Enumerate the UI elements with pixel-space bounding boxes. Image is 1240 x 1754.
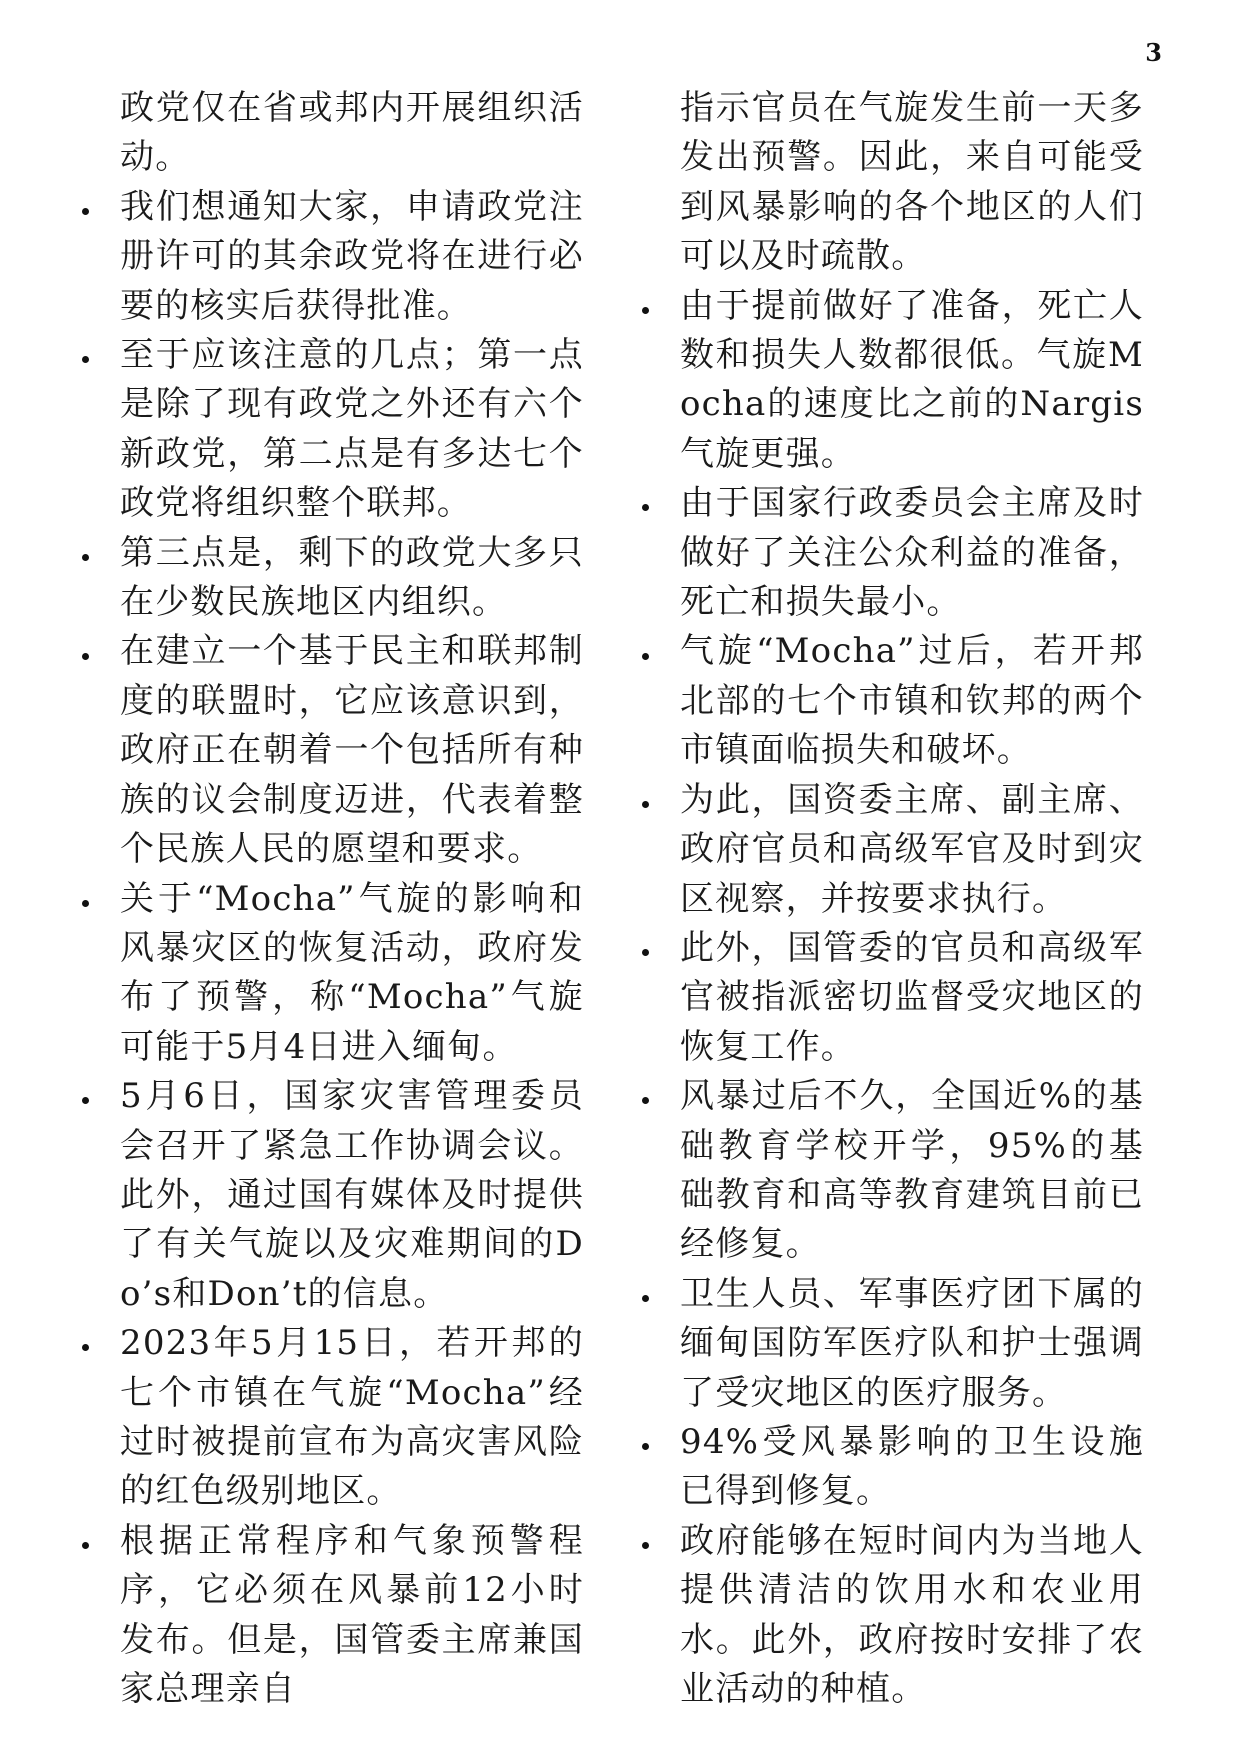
bullet-item — [74, 875, 584, 1073]
bullet-text: 5月6日，国家灾害管理委员会召开了紧急工作协调会议。此外，通过国有媒体及时提供了有关气旋以及灾难期间的Do’s和Don’t的信息。 — [120, 1076, 584, 1314]
bullet-item — [74, 183, 584, 331]
bullet-dot-icon — [638, 1418, 652, 1467]
bullet-text: 2023年5月15日，若开邦的七个市镇在气旋“Mocha”经过时被提前宣布为高灾害风险的红色级别地区。 — [120, 1323, 584, 1512]
bullet-dot-icon — [78, 331, 92, 380]
paragraph-continuation — [634, 84, 1144, 282]
bullet-dot-icon — [638, 479, 652, 528]
bullet-text: 在建立一个基于民主和联邦制度的联盟时，它应该意识到，政府正在朝着一个包括所有种族的议会制度迈进，代表着整个民族人民的愿望和要求。 — [120, 631, 584, 870]
bullet-dot-icon — [78, 1517, 92, 1566]
bullet-dot-icon — [78, 183, 92, 232]
bullet-item — [634, 776, 1144, 924]
bullet-dot-icon — [638, 924, 652, 973]
bullet-dot-icon — [638, 1270, 652, 1319]
bullet-dot-icon — [78, 1319, 92, 1368]
bullet-text: 我们想通知大家，申请政党注册许可的其余政党将在进行必要的核实后获得批准。 — [120, 186, 584, 326]
right-column — [634, 84, 1144, 1714]
bullet-item — [74, 627, 584, 874]
bullet-item — [634, 282, 1144, 480]
bullet-item — [74, 1072, 584, 1319]
bullet-item — [74, 1517, 584, 1715]
bullet-dot-icon — [638, 282, 652, 331]
bullet-text: 至于应该注意的几点；第一点是除了现有政党之外还有六个新政党，第二点是有多达七个政党将组织整个联邦。 — [120, 335, 584, 524]
left-column — [74, 84, 584, 1714]
bullet-item — [634, 479, 1144, 627]
bullet-dot-icon — [638, 627, 652, 676]
bullet-item — [634, 1270, 1144, 1418]
bullet-text: 根据正常程序和气象预警程序，它必须在风暴前12小时发布。但是，国管委主席兼国家总理亲自 — [120, 1520, 584, 1709]
bullet-text: 由于国家行政委员会主席及时做好了关注公众利益的准备，死亡和损失最小。 — [680, 483, 1144, 623]
bullet-dot-icon — [78, 875, 92, 924]
bullet-text: 政府能够在短时间内为当地人提供清洁的饮用水和农业用水。此外，政府按时安排了农业活动的种植。 — [680, 1520, 1144, 1709]
bullet-item — [634, 1418, 1144, 1517]
bullet-dot-icon — [638, 1072, 652, 1121]
bullet-dot-icon — [638, 776, 652, 825]
bullet-item — [74, 331, 584, 529]
bullet-item — [74, 1319, 584, 1517]
paragraph-text: 指示官员在气旋发生前一天多发出预警。因此，来自可能受到风暴影响的各个地区的人们可以及时疏散。 — [680, 88, 1144, 277]
bullet-text: 为此，国资委主席、副主席、政府官员和高级军官及时到灾区视察，并按要求执行。 — [680, 779, 1144, 919]
bullet-dot-icon — [78, 627, 92, 676]
bullet-dot-icon — [638, 1517, 652, 1566]
bullet-dot-icon — [78, 529, 92, 578]
bullet-text: 第三点是，剩下的政党大多只在少数民族地区内组织。 — [120, 532, 584, 623]
bullet-item — [634, 1072, 1144, 1270]
bullet-item — [634, 1517, 1144, 1715]
bullet-text: 此外，国管委的官员和高级军官被指派密切监督受灾地区的恢复工作。 — [680, 927, 1144, 1067]
bullet-item — [634, 924, 1144, 1072]
bullet-item — [74, 529, 584, 628]
bullet-text: 气旋“Mocha”过后，若开邦北部的七个市镇和钦邦的两个市镇面临损失和破坏。 — [680, 631, 1144, 771]
bullet-item — [634, 627, 1144, 775]
bullet-text: 卫生人员、军事医疗团下属的缅甸国防军医疗队和护士强调了受灾地区的医疗服务。 — [680, 1273, 1144, 1413]
paragraph-text: 政党仅在省或邦内开展组织活动。 — [120, 88, 584, 178]
bullet-text: 94%受风暴影响的卫生设施已得到修复。 — [680, 1421, 1144, 1512]
page-number: 3 — [1145, 38, 1162, 67]
paragraph-continuation — [74, 84, 584, 183]
bullet-text: 风暴过后不久，全国近%的基础教育学校开学，95%的基础教育和高等教育建筑目前已经修复。 — [680, 1076, 1144, 1265]
bullet-text: 由于提前做好了准备，死亡人数和损失人数都很低。气旋Mocha的速度比之前的Nargis气旋更强。 — [680, 285, 1144, 474]
bullet-dot-icon — [78, 1072, 92, 1121]
bullet-text: 关于“Mocha”气旋的影响和风暴灾区的恢复活动，政府发布了预警，称“Mocha”气旋可能于5月4日进入缅甸。 — [120, 878, 584, 1067]
